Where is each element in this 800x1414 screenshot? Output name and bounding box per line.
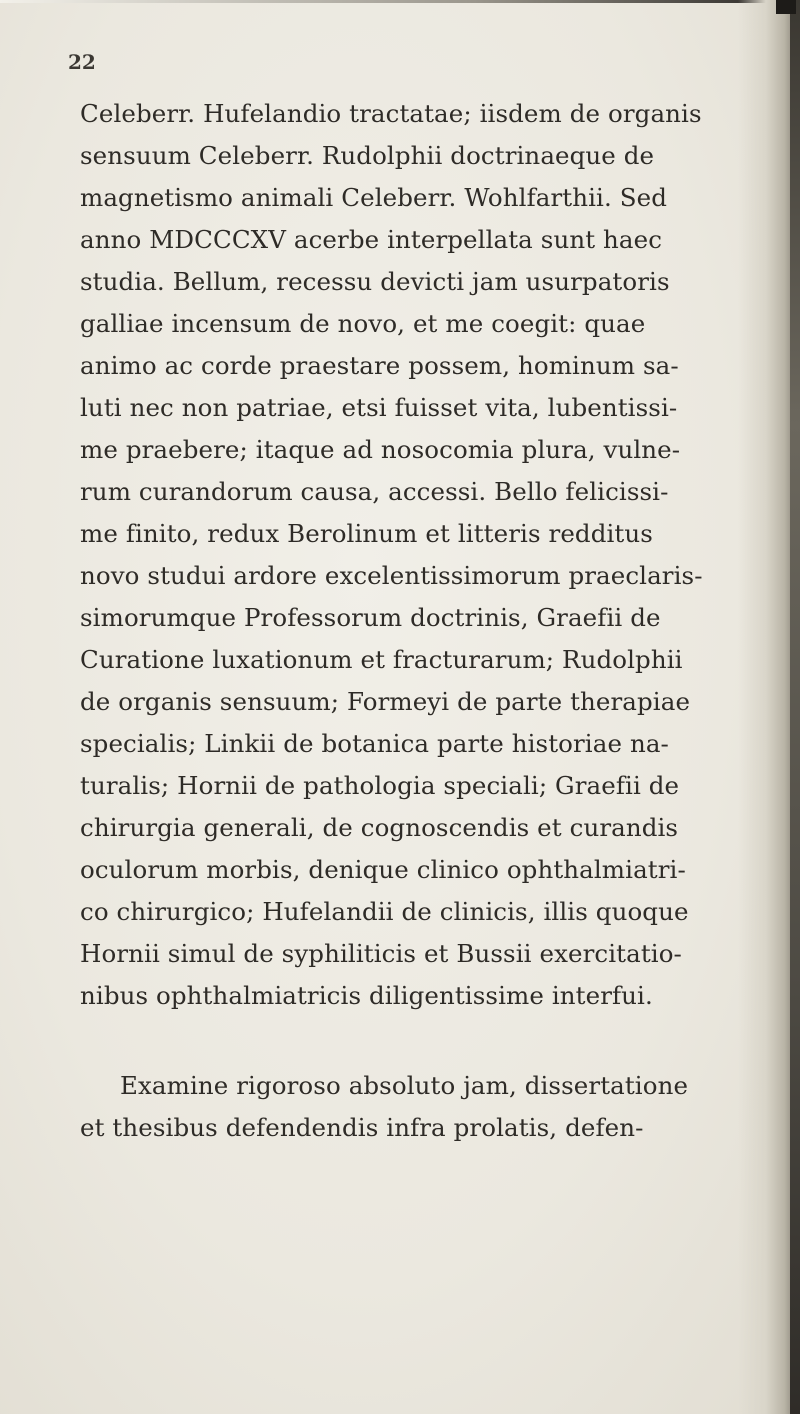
text-line: specialis; Linkii de botanica parte historiae na- bbox=[80, 729, 669, 758]
text-line: Celeberr. Hufelandio tractatae; iisdem de organis bbox=[80, 99, 702, 128]
text-line: oculorum morbis, denique clinico ophthalmiatri- bbox=[80, 855, 686, 884]
text-line: rum curandorum causa, accessi. Bello felicissi- bbox=[80, 477, 669, 506]
text-line: simorumque Professorum doctrinis, Graefii de bbox=[80, 603, 661, 632]
text-line: Hornii simul de syphiliticis et Bussii exercitatio- bbox=[80, 939, 682, 968]
text-line: sensuum Celeberr. Rudolphii doctrinaeque de bbox=[80, 141, 655, 170]
text-line: nibus ophthalmiatricis diligentissime interfui. bbox=[80, 981, 653, 1010]
text-line: me finito, redux Berolinum et litteris redditus bbox=[80, 519, 653, 548]
body-text bbox=[80, 93, 755, 1149]
paragraph-gap bbox=[80, 1017, 755, 1065]
text-line: Curatione luxationum et fracturarum; Rudolphii bbox=[80, 645, 683, 674]
text-line: galliae incensum de novo, et me coegit: quae bbox=[80, 309, 646, 338]
text-line: chirurgia generali, de cognoscendis et curandis bbox=[80, 813, 679, 842]
text-line: magnetismo animali Celeberr. Wohlfarthii. Sed bbox=[80, 183, 668, 212]
top-edge-shadow bbox=[0, 0, 790, 3]
text-line: novo studui ardore excelentissimorum praeclaris- bbox=[80, 561, 703, 590]
text-line: co chirurgico; Hufelandii de clinicis, illis quoque bbox=[80, 897, 689, 926]
text-line: de organis sensuum; Formeyi de parte therapiae bbox=[80, 687, 691, 716]
text-line: Examine rigoroso absoluto jam, dissertatione bbox=[120, 1071, 689, 1100]
text-line: turalis; Hornii de pathologia speciali; Graefii de bbox=[80, 771, 680, 800]
text-line: anno MDCCCXV acerbe interpellata sunt haec bbox=[80, 225, 663, 254]
corner-mark bbox=[776, 0, 796, 14]
paragraph-2 bbox=[80, 1065, 755, 1149]
text-line: studia. Bellum, recessu devicti jam usurpatoris bbox=[80, 267, 670, 296]
page-number: 22 bbox=[68, 50, 96, 74]
text-line: et thesibus defendendis infra prolatis, defen- bbox=[80, 1113, 644, 1142]
page-edge bbox=[790, 0, 800, 1414]
text-line: me praebere; itaque ad nosocomia plura, vulne- bbox=[80, 435, 681, 464]
text-line: luti nec non patriae, etsi fuisset vita, lubentissi- bbox=[80, 393, 678, 422]
text-line: animo ac corde praestare possem, hominum sa- bbox=[80, 351, 679, 380]
paragraph-1 bbox=[80, 93, 755, 1017]
